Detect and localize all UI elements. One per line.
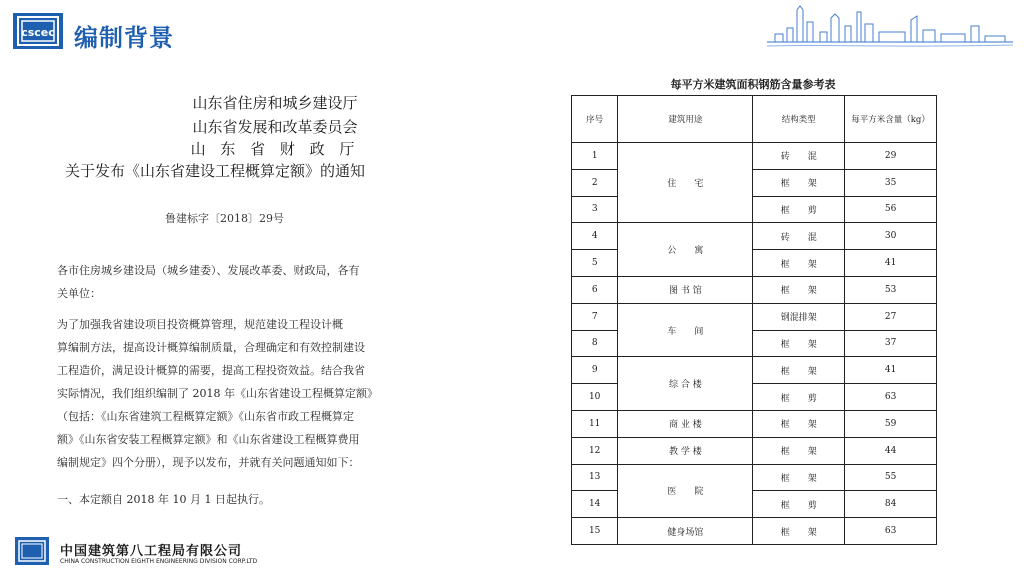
cell-building-use: 商 业 楼 xyxy=(618,410,753,437)
addressee xyxy=(57,259,360,305)
company-name-en: CHINA CONSTRUCTION EIGHTH ENGINEERING DIVISION CORP.LTD xyxy=(60,558,258,565)
steel-content-table-panel xyxy=(556,68,950,548)
cell-structure-type: 框 架 xyxy=(753,437,845,464)
body-line: 为了加强我省建设项目投资概算管理，规范建设工程设计概 xyxy=(57,318,343,331)
cell-building-use: 住 宅 xyxy=(618,143,753,223)
logo-text: cscec xyxy=(21,26,55,39)
body-line: 算编制方法，提高设计概算编制质量，合理确定和有效控制建设 xyxy=(57,341,365,354)
issuer-finance-dept: 山 东 省 财 政 厅 xyxy=(190,140,360,158)
cell-structure-type: 砖 混 xyxy=(753,223,845,250)
cell-structure-type: 钢混排架 xyxy=(753,303,845,330)
cell-content: 56 xyxy=(845,196,937,223)
body-line: 工程造价，满足设计概算的需要，提高工程投资效益。结合我省 xyxy=(57,364,365,377)
cell-building-use: 综 合 楼 xyxy=(618,357,753,411)
cell-serial: 7 xyxy=(572,303,618,330)
cell-serial: 14 xyxy=(572,491,618,518)
cell-building-use: 健身场馆 xyxy=(618,518,753,545)
cell-building-use: 车 间 xyxy=(618,303,753,357)
issuer-housing-dept: 山东省住房和城乡建设厅 xyxy=(192,94,358,112)
cell-building-use: 公 寓 xyxy=(618,223,753,277)
cell-building-use: 图 书 馆 xyxy=(618,276,753,303)
cscec-footer-logo-icon xyxy=(14,536,50,566)
table-row xyxy=(572,223,937,250)
cell-structure-type: 框 剪 xyxy=(753,384,845,411)
cell-structure-type: 框 架 xyxy=(753,357,845,384)
cell-serial: 8 xyxy=(572,330,618,357)
cell-serial: 12 xyxy=(572,437,618,464)
page-title: 编制背景 xyxy=(74,24,174,52)
cell-structure-type: 框 架 xyxy=(753,169,845,196)
document-number: 鲁建标字〔2018〕29号 xyxy=(165,212,284,225)
cell-serial: 6 xyxy=(572,276,618,303)
cell-serial: 3 xyxy=(572,196,618,223)
cell-serial: 1 xyxy=(572,143,618,170)
notice-document xyxy=(40,70,510,515)
header-structure-type: 结构类型 xyxy=(753,96,845,143)
item-one: 一、本定额自 2018 年 10 月 1 日起执行。 xyxy=(57,493,270,506)
body-paragraph xyxy=(57,313,378,474)
company-name-cn: 中国建筑第八工程局有限公司 xyxy=(60,544,243,559)
cell-content: 63 xyxy=(845,518,937,545)
cell-structure-type: 框 架 xyxy=(753,330,845,357)
addressee-line: 关单位： xyxy=(57,287,101,300)
cell-serial: 4 xyxy=(572,223,618,250)
notice-title: 关于发布《山东省建设工程概算定额》的通知 xyxy=(64,162,365,180)
cell-content: 63 xyxy=(845,384,937,411)
cell-content: 41 xyxy=(845,357,937,384)
cell-serial: 11 xyxy=(572,410,618,437)
table-row xyxy=(572,357,937,384)
cscec-logo-icon xyxy=(12,12,64,50)
cell-content: 27 xyxy=(845,303,937,330)
body-line: 编制规定》四个分册），现予以发布，并就有关问题通知如下： xyxy=(57,456,360,469)
table-row xyxy=(572,410,937,437)
table-row xyxy=(572,143,937,170)
body-line: （包括：《山东省建筑工程概算定额》《山东省市政工程概算定 xyxy=(57,410,354,423)
cell-content: 44 xyxy=(845,437,937,464)
cell-serial: 5 xyxy=(572,250,618,277)
cell-content: 41 xyxy=(845,250,937,277)
cell-structure-type: 砖 混 xyxy=(753,143,845,170)
steel-content-table xyxy=(571,95,937,545)
table-row xyxy=(572,464,937,491)
cell-structure-type: 框 架 xyxy=(753,410,845,437)
cell-structure-type: 框 架 xyxy=(753,518,845,545)
table-title: 每平方米建筑面积钢筋含量参考表 xyxy=(670,78,836,91)
cell-serial: 13 xyxy=(572,464,618,491)
city-skyline-graphic xyxy=(765,4,1015,54)
cell-content: 30 xyxy=(845,223,937,250)
body-line: 实际情况，我们组织编制了 2018 年《山东省建设工程概算定额》 xyxy=(57,387,378,400)
cell-serial: 10 xyxy=(572,384,618,411)
body-line: 额》《山东省安装工程概算定额》和《山东省建设工程概算费用 xyxy=(57,433,360,446)
cell-content: 53 xyxy=(845,276,937,303)
addressee-line: 各市住房城乡建设局（城乡建委）、发展改革委、财政局，各有 xyxy=(57,264,360,277)
table-header-row xyxy=(572,96,937,143)
cell-serial: 15 xyxy=(572,518,618,545)
cell-content: 55 xyxy=(845,464,937,491)
cell-structure-type: 框 剪 xyxy=(753,196,845,223)
cell-building-use: 教 学 楼 xyxy=(618,437,753,464)
table-row xyxy=(572,437,937,464)
cell-structure-type: 框 剪 xyxy=(753,491,845,518)
cell-building-use: 医 院 xyxy=(618,464,753,518)
issuer-development-commission: 山东省发展和改革委员会 xyxy=(192,118,358,136)
cell-structure-type: 框 架 xyxy=(753,464,845,491)
header-building-use: 建筑用途 xyxy=(618,96,753,143)
table-row xyxy=(572,303,937,330)
cell-content: 29 xyxy=(845,143,937,170)
table-row xyxy=(572,518,937,545)
cell-structure-type: 框 架 xyxy=(753,250,845,277)
cell-content: 84 xyxy=(845,491,937,518)
cell-content: 35 xyxy=(845,169,937,196)
cell-content: 37 xyxy=(845,330,937,357)
cell-structure-type: 框 架 xyxy=(753,276,845,303)
header-serial: 序号 xyxy=(572,96,618,143)
cell-serial: 2 xyxy=(572,169,618,196)
cell-serial: 9 xyxy=(572,357,618,384)
cell-content: 59 xyxy=(845,410,937,437)
header-content-per-sqm: 每平方米含量（kg） xyxy=(845,96,937,143)
table-row xyxy=(572,276,937,303)
